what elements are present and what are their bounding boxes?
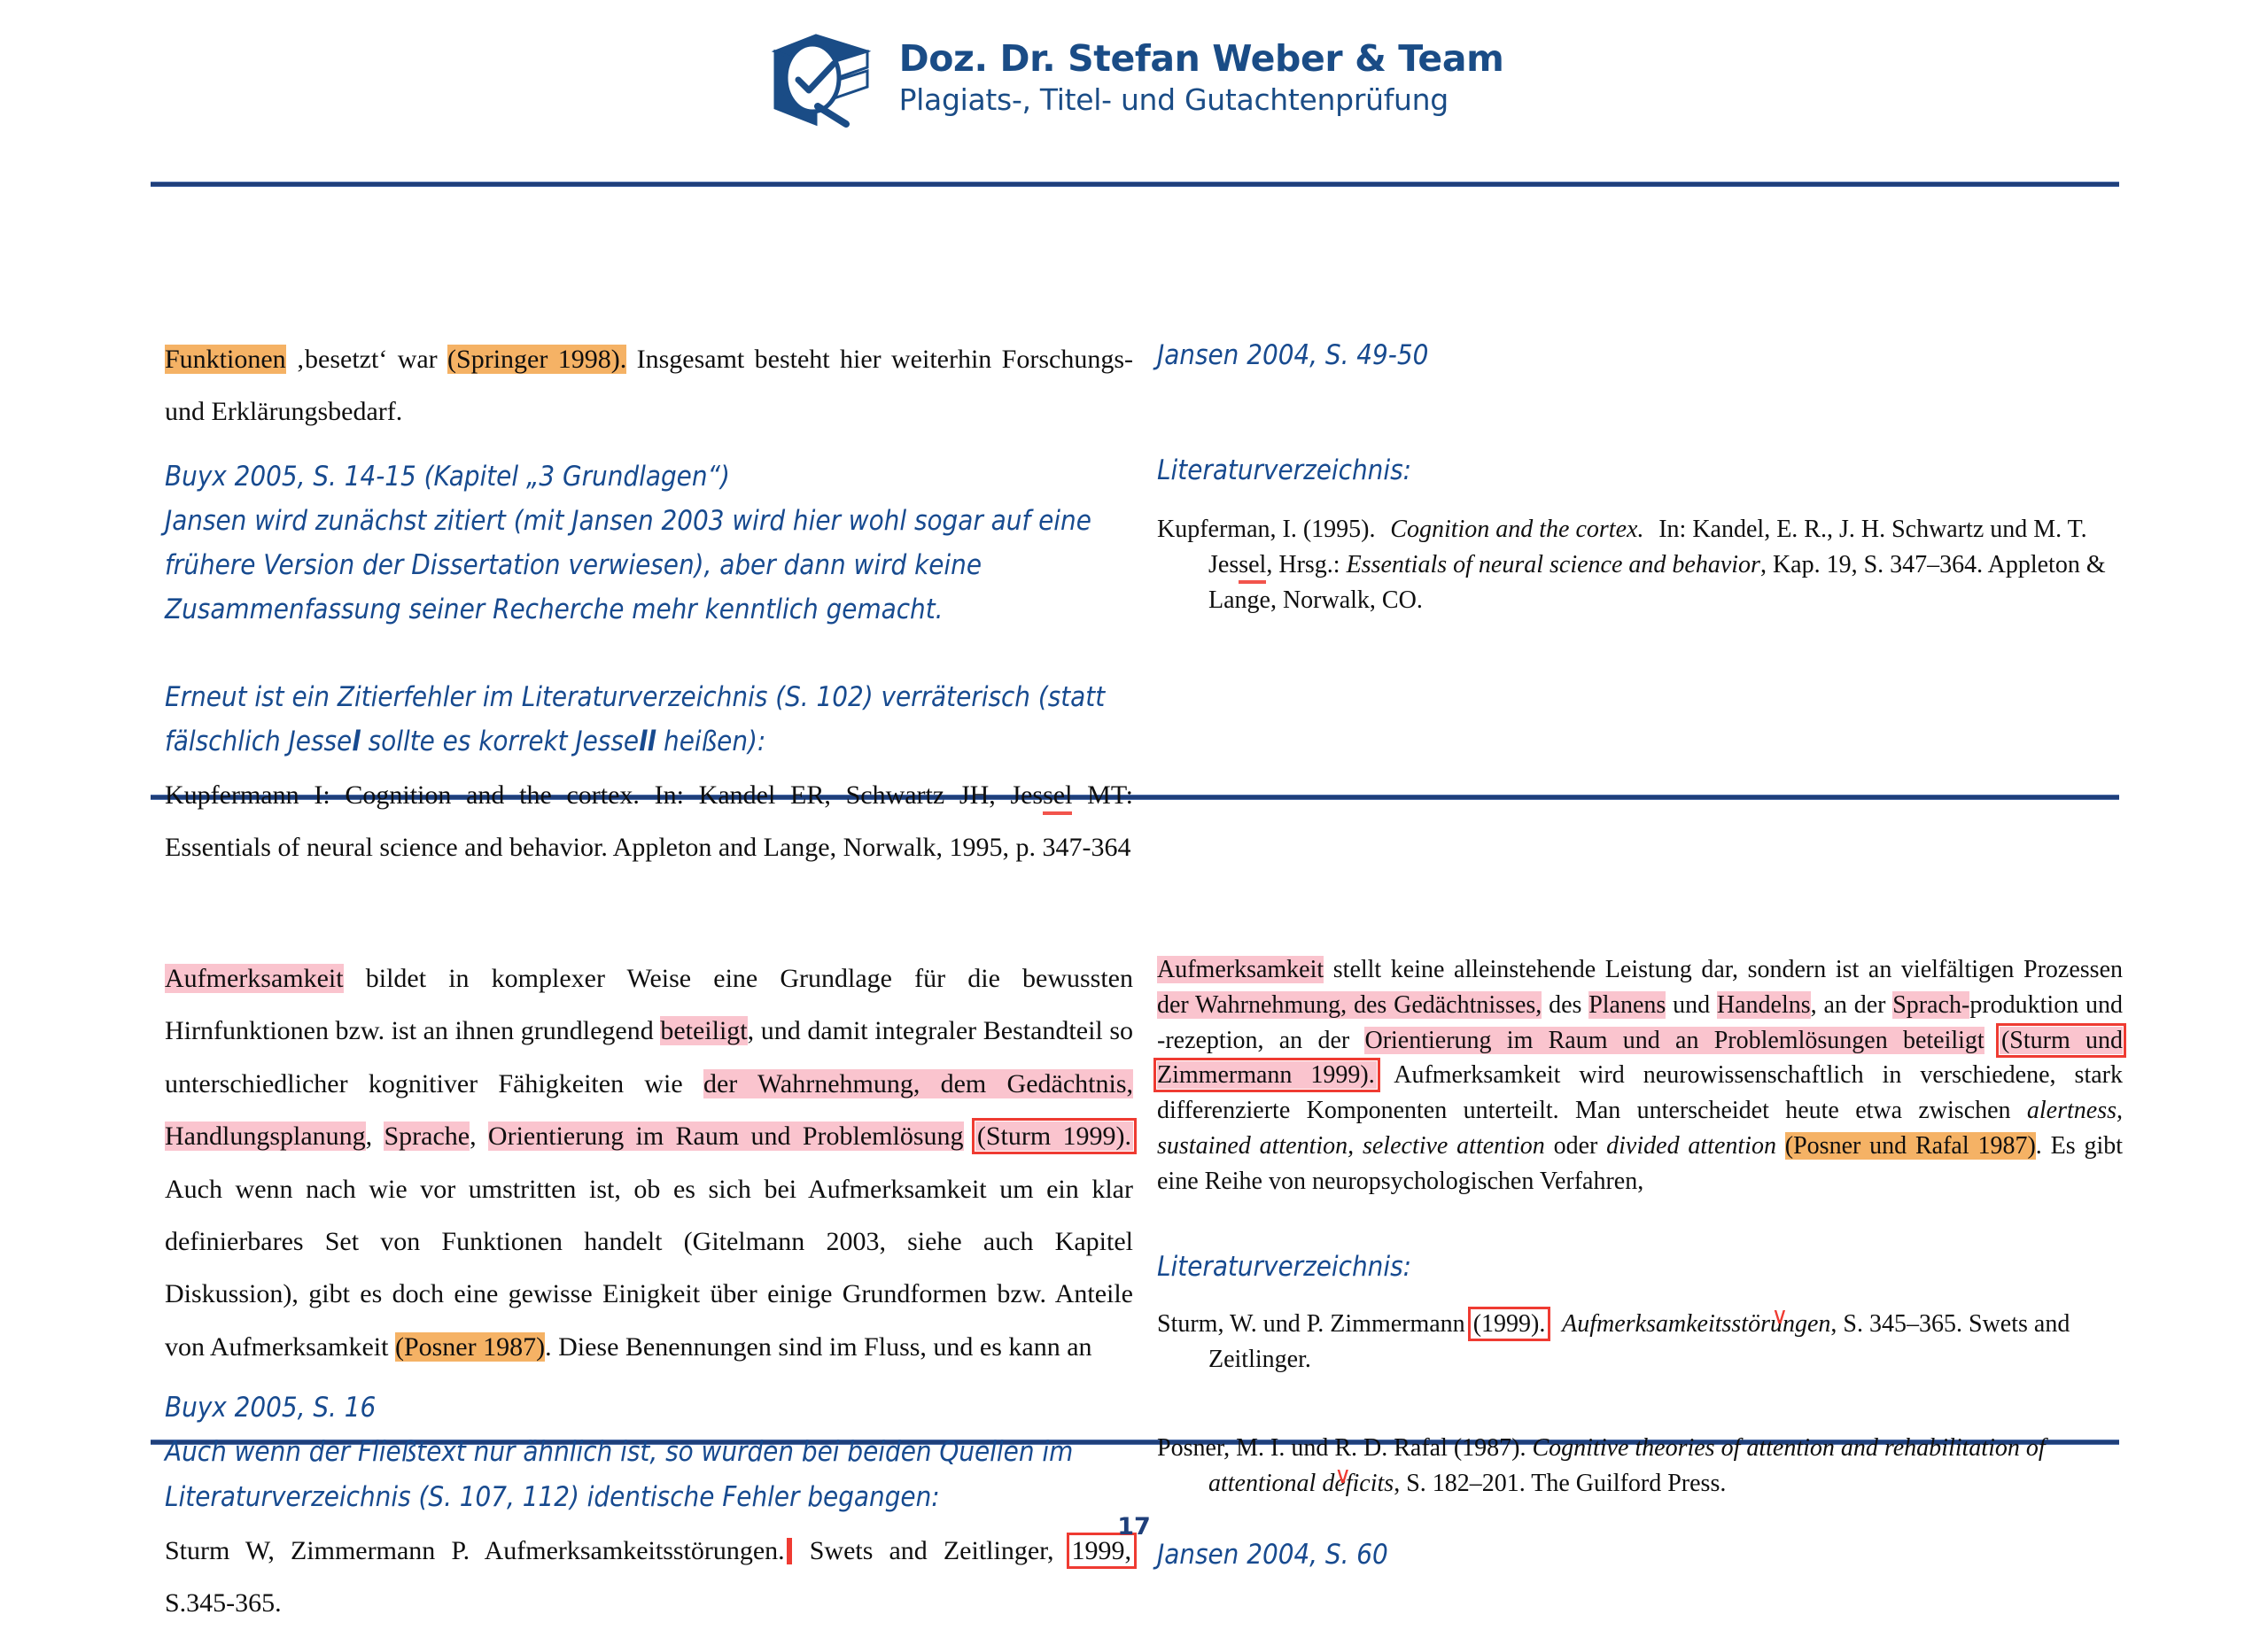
boxed-sturm-1999: (Sturm 1999). — [976, 1122, 1131, 1152]
highlight-aufmerksamkeit: Aufmerksamkeit — [165, 964, 344, 993]
ref-sturm-authors: Sturm, W. und P. Zimmermann — [1157, 1310, 1472, 1339]
reference-sturm-right — [1157, 1307, 2123, 1378]
biblio-label-bottom: Literaturverzeichnis: — [1157, 1251, 1412, 1284]
reference-sturm-part-b: Swets and Zeitlinger, — [793, 1535, 1070, 1565]
commentary-bold-l: l — [352, 725, 361, 757]
commentary-part-b: sollte es korrekt Jesse — [360, 725, 640, 757]
quote-aufmerksamkeit-right — [1157, 952, 2123, 1199]
highlight-sprach: Sprach- — [1892, 990, 1970, 1019]
quote-seg-mid: ‚besetzt‘ war — [285, 345, 448, 374]
highlight-handelns: Handelns — [1716, 990, 1811, 1019]
top-right-column — [1157, 333, 2123, 618]
reference-author-year: Kupferman, I. (1995). — [1157, 516, 1376, 544]
italic-attention-terms-2: divided attention — [1606, 1131, 1776, 1160]
quote-seg-8: , — [470, 1122, 488, 1152]
quote-r-seg-16 — [1776, 1132, 1785, 1160]
brand-subtitle: Plagiats-, Titel- und Gutachtenprüfung — [898, 82, 1449, 118]
quote-aufmerksamkeit-left — [165, 952, 1133, 1373]
reference-booktitle-italic: Essentials of neural science and behavior — [1346, 551, 1760, 579]
quote-r-seg-14: Aufmerksamkeit wird neurowissenschaftlich in verschiedene, stark differenzierte Komponenten unterteilt. Man unterscheidet heute etwa zwischen — [1157, 1061, 2123, 1124]
highlight-posner-1987: (Posner 1987) — [394, 1331, 546, 1362]
reference-part-a: Kupfermann I: Cognition and the cortex. In: Kandel ER, Schwartz JH, Jes — [165, 780, 1044, 811]
highlight-sprache: Sprache — [384, 1122, 470, 1152]
divider-top — [151, 182, 2119, 187]
ref-sturm-title-italic: Aufmerksamkeitsstörungen — [1562, 1310, 1831, 1339]
commentary-zitierfehler — [165, 675, 1133, 764]
quote-r-seg-10: produktion und -rezeption, an der — [1157, 990, 2123, 1054]
quote-seg-6: , — [365, 1122, 384, 1152]
quote-seg-12: Auch wenn nach wie vor umstritten ist, ob es sich bei Aufmerksamkeit um ein klar definierbares Set von Funktionen handelt (Gitelmann 2003, siehe auch Kapitel Diskussion), gibt es doch eine gewisse Einigkeit über einige Grundformen bzw. Anteile von Aufmerksamkeit — [165, 1174, 1133, 1362]
quote-seg-4: , und damit integraler Bestandteil so unterschiedlicher kognitiver Fähigkeiten wie — [165, 1016, 1133, 1098]
page-number: 17 — [1117, 1513, 1151, 1541]
source-label-jansen-49-50: Jansen 2004, S. 49-50 — [1157, 339, 1429, 371]
quote-funktionen — [165, 333, 1133, 439]
magnifier-book-icon — [765, 28, 876, 128]
reference-editors: In: Kandel, E. R., J. H. Schwartz und M. T. Jes — [1208, 516, 2087, 579]
ref-posner-pages: , S. 182–201. The Guilford Press. — [1394, 1469, 1727, 1497]
commentary-fliesstext: Auch wenn der Fließtext nur ähnlich ist, so wurden bei beiden Quellen im Literaturverzeichnis (S. 107, 112) identische Fehler begangen: — [165, 1436, 1074, 1513]
quote-seg-10 — [964, 1122, 975, 1151]
quote-r-seg-2: stellt keine alleinstehende Leistung dar, sondern ist an vielfältigen Prozessen — [1324, 956, 2123, 983]
quote-r-seg-8: , an der — [1810, 990, 1893, 1019]
top-left-column — [165, 333, 1133, 874]
ref-posner-authors: Posner, M. I. und R. D. Rafal (1987). — [1157, 1433, 1533, 1462]
reference-kupferman-right — [1157, 512, 2123, 617]
reference-title-italic: Cognition and the cortex. — [1390, 516, 1644, 544]
reference-posner-right — [1157, 1431, 2123, 1502]
italic-attention-terms-1: alertness, sustained attention, selective attention — [1157, 1097, 2123, 1160]
quote-r-seg-4: des — [1542, 990, 1589, 1019]
ref-sturm-pages: , S. 345–365. Swets and Zeitlinger. — [1208, 1310, 2070, 1374]
commentary-part-a: Erneut ist ein Zitierfehler im Literaturverzeichnis (S. 102) verräterisch (statt fälschlich Jesse — [165, 680, 1106, 757]
bottom-right-column — [1157, 952, 2123, 1578]
boxed-year-1999: 1999, — [1071, 1535, 1131, 1565]
highlight-funktionen: Funktionen — [165, 345, 286, 374]
highlight-beteiligt: beteiligt — [660, 1016, 748, 1046]
reference-kupfermann-left — [165, 769, 1133, 874]
quote-r-seg-12 — [1984, 1027, 2000, 1054]
quote-seg-tail: Insgesamt besteht hier weiterhin Forschungs- und Erklärungsbedarf. — [165, 345, 1133, 427]
page-header — [0, 0, 2268, 133]
quote-seg-2: bildet in komplexer Weise eine Grundlage für die bewussten Hirnfunktionen bzw. ist an ihnen grundlegend — [165, 964, 1133, 1046]
reference-part-b: MT: Essentials of neural science and behavior. Appleton and Lange, Norwalk, 1995, p. 347-364 — [165, 780, 1134, 863]
highlight-orientierung: Orientierung im Raum und Problemlösung — [487, 1122, 964, 1152]
quote-r-seg-15: oder — [1544, 1131, 1607, 1160]
highlight-aufmerksamkeit-right: Aufmerksamkeit — [1157, 956, 1324, 983]
source-label-jansen-60: Jansen 2004, S. 60 — [1157, 1539, 1388, 1572]
source-label-buyx-16: Buyx 2005, S. 16 — [165, 1392, 377, 1424]
reference-sturm-part-c: S.345-365. — [165, 1588, 282, 1618]
brand-title: Doz. Dr. Stefan Weber & Team — [898, 36, 1504, 80]
reference-hrsg: , Hrsg.: — [1266, 551, 1347, 579]
commentary-jansen-citation: Jansen wird zunächst zitiert (mit Jansen 2003 wird hier wohl sogar auf eine frühere Version der Dissertation verwiesen), aber dann wird keine Zusammenfassung seiner Recherche mehr kenntlich gemacht. — [165, 505, 1091, 626]
quote-seg-14: . Diese Benennungen sind im Fluss, und es kann an — [545, 1331, 1092, 1362]
commentary-part-c: heißen): — [656, 725, 766, 757]
quote-r-seg-6: und — [1666, 990, 1717, 1019]
highlight-springer-1998: (Springer 1998). — [447, 345, 627, 374]
highlight-wahrnehmung-gedaechtnisses: der Wahrnehmung, des Gedächtnisses, — [1157, 990, 1542, 1019]
red-box-marker-small — [787, 1538, 792, 1564]
ref-posner-title-italic: Cognitive theories of attention and rehabilitation of attentional deficits — [1208, 1433, 2046, 1497]
highlight-posner-rafal-1987: (Posner und Rafal 1987) — [1784, 1131, 2036, 1160]
source-label-buyx-14-15: Buyx 2005, S. 14-15 (Kapitel „3 Grundlagen“) — [165, 460, 730, 493]
highlight-planens: Planens — [1588, 990, 1666, 1019]
boxed-year-1999-right: (1999). — [1472, 1310, 1546, 1339]
commentary-bold-ll: ll — [639, 725, 656, 757]
highlight-wahrnehmung-gedaechtnis: der Wahrnehmung, dem Gedächtnis, Handlungsplanung — [165, 1068, 1133, 1152]
reference-pages-publisher: , Kap. 19, S. 347–364. Appleton & Lange, Norwalk, CO. — [1208, 551, 2106, 614]
highlight-orientierung-problemloesungen: Orientierung im Raum und an Problemlösungen beteiligt — [1364, 1026, 1984, 1054]
red-underline-sel-right: sel — [1239, 551, 1266, 584]
reference-sturm-part-a: Sturm W, Zimmermann P. Aufmerksamkeitsstörungen. — [165, 1535, 785, 1565]
boxed-sturm-zimmermann-1999: (Sturm und Zimmermann 1999). — [1157, 1026, 2124, 1090]
biblio-label-top: Literaturverzeichnis: — [1157, 454, 1412, 487]
quote-r-seg-18: . Es gibt eine Reihe von neuropsychologischen Verfahren, — [1157, 1131, 2123, 1195]
red-underline-sel: sel — [1043, 780, 1072, 815]
brand-text — [898, 36, 1504, 118]
